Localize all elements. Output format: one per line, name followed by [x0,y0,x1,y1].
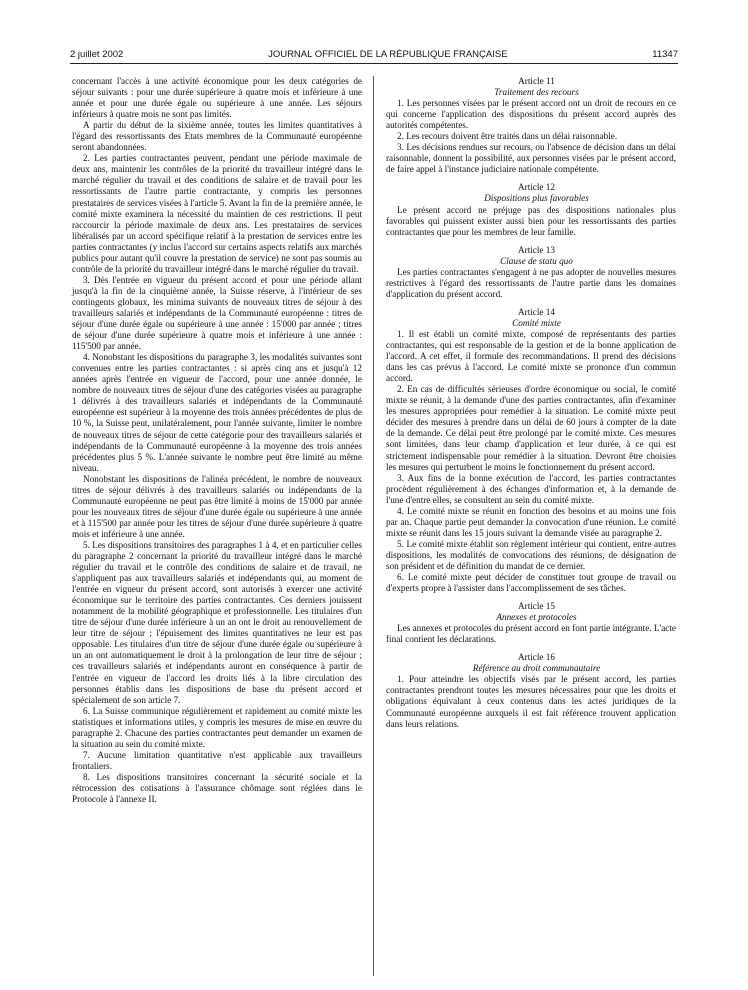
article-subtitle: Référence au droit communautaire [472,663,601,674]
article-subtitle: Annexes et protocoles [496,612,577,623]
article-12 [386,182,676,237]
article-13 [386,245,676,300]
header-date: 2 juillet 2002 [70,48,124,60]
article-paragraph: 4. Le comité mixte se réunit en fonction des besoins et au moins une fois par an. Chaque partie peut demander la convocation d'une réunion. Le comité mixte se réunit dans les 15 jours suivant la demande visée au paragraphe 2. [386,505,676,538]
left-paragraph: concernant l'accès à une activité économique pour les deux catégories de séjour suivants : pour une durée supérieure à quatre mois et inférieure à une année et pour une durée égale ou supérieure à une année. Les séjours inférieurs à quatre mois ne sont pas limités. [72,76,362,120]
left-paragraph: A partir du début de la sixième année, toutes les limites quantitatives à l'égard des ressortissants des Etats membres de la Communauté européenne seront abandonnées. [72,120,362,153]
article-paragraph: 1. Les personnes visées par le présent accord ont un droit de recours en ce qui concerne l'application des dispositions du présent accord auprès des autorités compétentes. [386,98,676,131]
article-15 [386,601,676,645]
article-paragraph: 1. Il est établi un comité mixte, composé de représentants des parties contractantes, qui est responsable de la gestion et de la bonne application de l'accord. A cet effet, il formule des recommandations. Il prend des décisions dans les cas prévus à l'accord. Le comité mixte se prononce d'un commun accord. [386,328,676,384]
article-title: Article 12 [518,182,555,193]
page-header [70,45,678,63]
header-rule [70,63,678,64]
article-subtitle: Traitement des recours [494,87,579,98]
article-11 [386,76,676,175]
article-paragraph: 3. Les décisions rendues sur recours, ou l'absence de décision dans un délai raisonnable, donnent la possibilité, aux personnes visées par le présent accord, de faire appel à l'instance judiciaire nationale compétente. [386,142,676,175]
article-paragraph: Les annexes et protocoles du présent accord en font partie intégrante. L'acte final contient les déclarations. [386,623,676,645]
left-paragraph: 6. La Suisse communique régulièrement et rapidement au comité mixte les statistiques et informations utiles, y compris les mesures de mise en œuvre du paragraphe 2. Chacune des parties contractantes peut demander un examen de la situation au sein du comité mixte. [72,705,362,749]
article-paragraph: 3. Aux fins de la bonne exécution de l'accord, les parties contractantes procèdent régulièrement à des échanges d'information et, à la demande de l'une d'entre elles, se consultent au sein du comité mixte. [386,472,676,505]
article-title: Article 13 [518,244,555,255]
left-paragraph: 2. Les parties contractantes peuvent, pendant une période maximale de deux ans, maintenir les contrôles de la priorité du travailleur intégré dans le marché régulier du travail et des conditions de salaire et de travail pour les ressortissants de l'autre partie contractante, y compris les personnes prestataires de services visées à l'article 5. Avant la fin de la première année, le comité mixte examinera la nécessité du maintien de ces restrictions. Il peut raccourcir la période maximale de deux ans. Les prestataires de services libéralisés par un accord spécifique relatif à la prestation de services entre les parties contractantes (y inclus l'accord sur certains aspects relatifs aux marchés publics pour autant qu'il couvre la prestation de service) ne sont pas soumis au contrôle de la priorité du travailleur intégré dans le marché régulier du travail. [72,153,362,274]
article-paragraph: 2. Les recours doivent être traités dans un délai raisonnable. [397,131,618,142]
article-paragraph: 2. En cas de difficultés sérieuses d'ordre économique ou social, le comité mixte se réunit, à la demande d'une des parties contractantes, afin d'examiner les mesures appropriées pour remédier à la situation. Le comité mixte peut décider des mesures à prendre dans un délai de 60 jours à compter de la date de la demande. Ce délai peut être prolongé par le comité mixte. Ces mesures sont limitées, dans leur champ d'application et leur durée, à ce qui est strictement indispensable pour remédier à la situation. Devront être choisies les mesures qui perturbent le moins le fonctionnement du présent accord. [386,384,676,472]
left-paragraph: 4. Nonobstant les dispositions du paragraphe 3, les modalités suivantes sont convenues entre les parties contractantes : si après cinq ans et jusqu'à 12 années après l'entrée en vigueur de l'accord, pour une année donnée, le nombre de nouveaux titres de séjour d'une des catégories visées au paragraphe 1 délivrés à des travailleurs salariés et indépendants de la Communauté européenne est supérieur à la moyenne des trois années précédentes de plus de 10 %, la Suisse peut, unilatéralement, pour l'année suivante, limiter le nombre de nouveaux titres de séjour de cette catégorie pour des travailleurs salariés et indépendants de la Communauté européenne à la moyenne des trois années précédentes plus 5 %. L'année suivante le nombre peut être limité au même niveau. [72,352,362,473]
left-column [72,76,362,805]
left-paragraph: 7. Aucune limitation quantitative n'est applicable aux travailleurs frontaliers. [72,749,362,771]
article-paragraph: 6. Le comité mixte peut décider de constituer tout groupe de travail ou d'experts propre à l'assister dans l'accomplissement de ses tâches. [386,572,676,594]
article-title: Article 11 [518,76,555,86]
article-16 [386,652,676,729]
right-column [386,76,676,737]
left-paragraph: 5. Les dispositions transitoires des paragraphes 1 à 4, et en particulier celles du paragraphe 2 concernant la priorité du travailleur intégré dans le marché régulier du travail et le contrôle des conditions de salaire et de travail, ne s'appliquent pas aux travailleurs salariés et indépendants qui, au moment de l'entrée en vigueur du présent accord, sont autorisés à exercer une activité économique sur le territoire des parties contractantes. Ces derniers jouissent notamment de la mobilité géographique et professionnelle. Les titulaires d'un titre de séjour d'une durée inférieure à un an ont le droit au renouvellement de leur titre de séjour ; l'épuisement des limites quantitatives ne leur est pas opposable. Les titulaires d'un titre de séjour d'une durée égale ou supérieure à un an ont automatiquement le droit à la prolongation de leur titre de séjour ; ces travailleurs salariés et indépendants auront en conséquence à partir de l'entrée en vigueur de l'accord les droits liés à la libre circulation des personnes établis dans les dispositions de base du présent accord et spécialement de son article 7. [72,539,362,705]
header-page-number: 11347 [652,48,678,60]
article-subtitle: Clause de statu quo [500,255,573,266]
column-divider [373,76,374,976]
article-paragraph: 1. Pour atteindre les objectifs visés par le présent accord, les parties contractantes prendront toutes les mesures nécessaires pour que les droits et obligations équivalant à ceux contenus dans les actes juridiques de la Communauté européenne auxquels il est fait référence trouvent application dans leurs relations. [386,674,676,729]
left-paragraph: Nonobstant les dispositions de l'alinéa précédent, le nombre de nouveaux titres de séjour délivrés à des travailleurs salariés ou indépendants de la Communauté européenne ne peut pas être limité à moins de 15'000 par année pour les nouveaux titres de séjour d'une durée égale ou supérieure à une année et à 115'500 par année pour les titres de séjour d'une durée supérieure à quatre mois et inférieure à une année. [72,473,362,539]
article-paragraph: Les parties contractantes s'engagent à ne pas adopter de nouvelles mesures restrictives à l'égard des ressortissants de l'autre partie dans les domaines d'application du présent accord. [386,266,676,299]
article-paragraph: 5. Le comité mixte établit son règlement intérieur qui contient, entre autres dispositions, les modalités de convocations des réunions, de désignation de son président et de définition du mandat de ce dernier. [386,538,676,571]
article-subtitle: Dispositions plus favorables [484,193,589,204]
article-paragraph: Le présent accord ne préjuge pas des dispositions nationales plus favorables qui puissent exister aussi bien pour les ressortissants des parties contractantes que pour les membres de leur famille. [386,204,676,237]
left-paragraph: 8. Les dispositions transitoires concernant la sécurité sociale et la rétrocession des cotisations à l'assurance chômage sont réglées dans le Protocole à l'annexe II. [72,771,362,805]
article-title: Article 15 [518,601,555,612]
article-title: Article 16 [518,652,555,663]
left-paragraph: 3. Dès l'entrée en vigueur du présent accord et pour une période allant jusqu'à la fin de la cinquième année, la Suisse réserve, à l'intérieur de ses contingents globaux, les minima suivants de nouveaux titres de séjour à des travailleurs salariés et indépendants de la Communauté européenne : titres de séjour d'une durée égale ou supérieure à une année : 15'000 par année ; titres de séjour d'une durée supérieure à quatre mois et inférieure à une année : 115'500 par année. [72,274,362,352]
article-14 [386,307,676,594]
article-subtitle: Comité mixte [512,317,561,328]
article-title: Article 14 [518,306,555,317]
header-title: JOURNAL OFFICIEL DE LA RÉPUBLIQUE FRANÇAISE [268,48,508,60]
